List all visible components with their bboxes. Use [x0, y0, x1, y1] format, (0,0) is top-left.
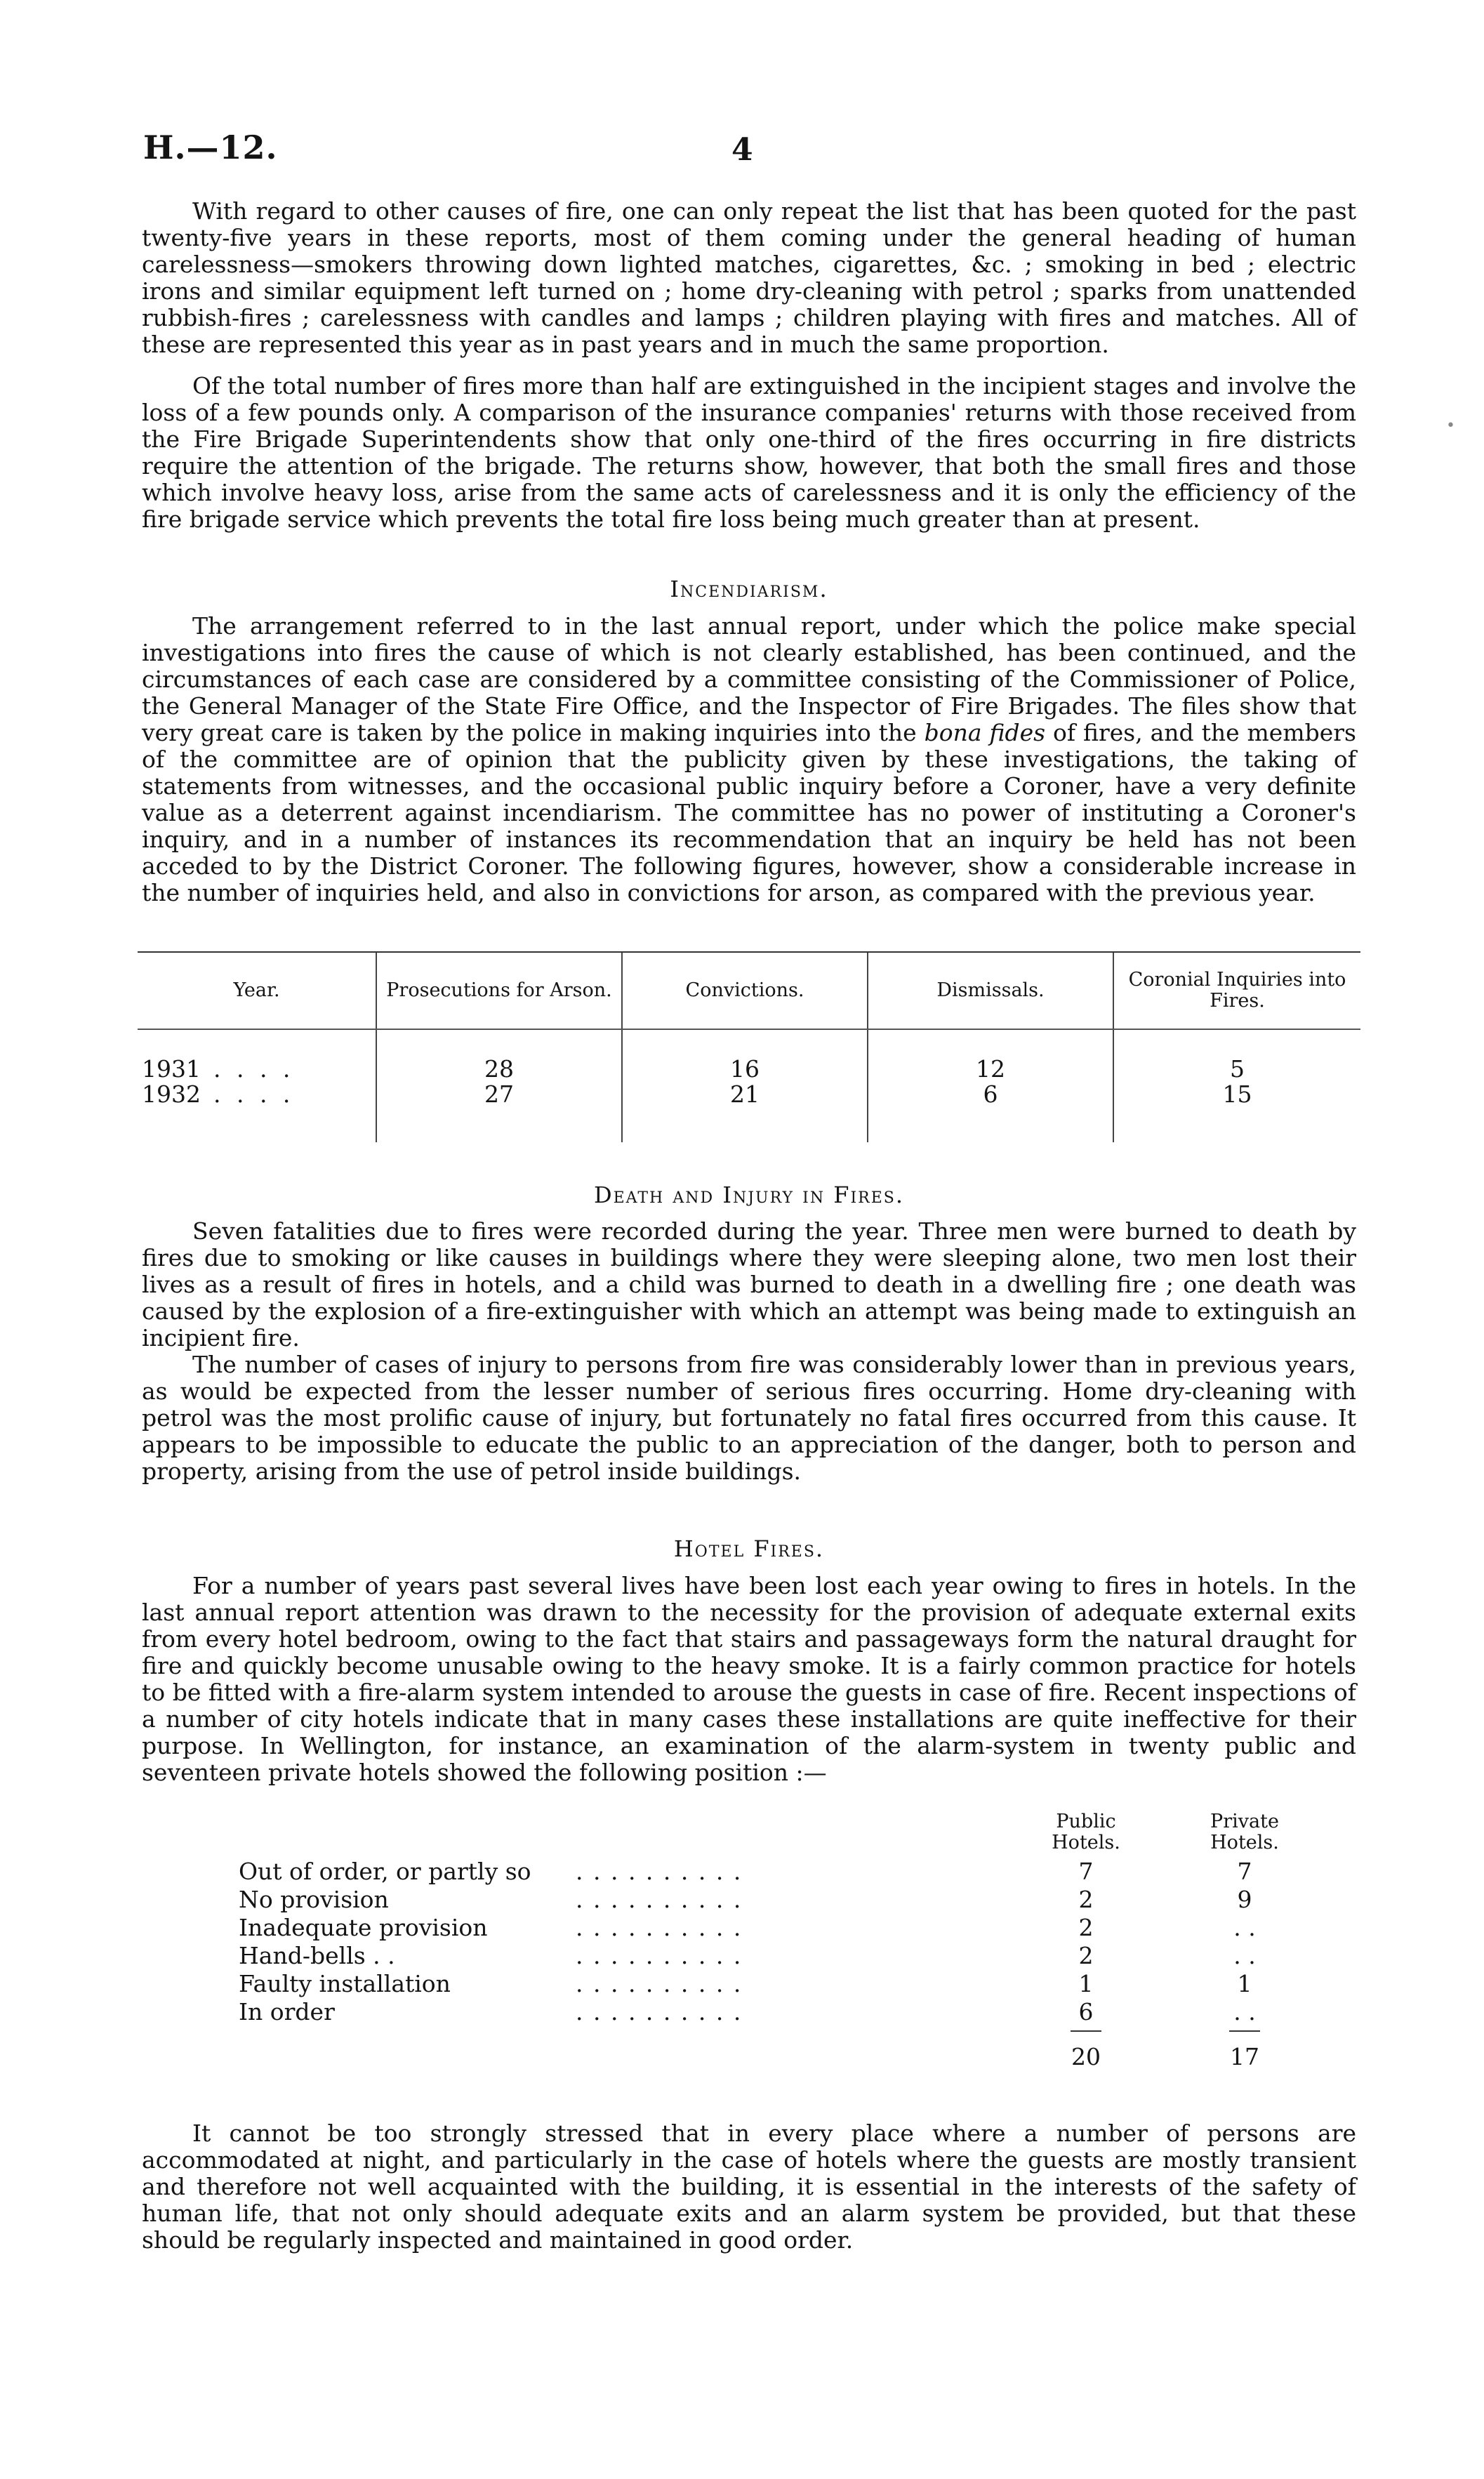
- leader-dots: . . . .: [213, 1055, 295, 1083]
- private-value: . .: [1233, 1914, 1256, 1941]
- year-value: 1932: [142, 1080, 201, 1108]
- row-label: Inadequate provision: [239, 1914, 488, 1941]
- cell-convictions: 21: [622, 1082, 868, 1142]
- page-number: 4: [731, 132, 753, 168]
- text-italic: bona fides: [924, 719, 1046, 746]
- public-value: 2: [1078, 1886, 1094, 1913]
- table-row: [239, 1998, 1292, 2026]
- header-public-hotels: Public Hotels.: [1052, 1811, 1120, 1853]
- paragraph-fatalities: [142, 1218, 1356, 1351]
- public-value: 6: [1078, 1998, 1094, 2025]
- text-segment: The arrangement referred to in the last annual report, under which the police make special investigations into fires the cause of which is not clearly established, has been continued, and the circumstances of each case are considered by a committee consisting of the Commissioner of Police, the General Manager of the State Fire Office, and the Inspector of Fire Brigades. The files show that very great care is taken by the police in making inquiries into the: [142, 612, 1356, 746]
- arson-inquiries-table: [138, 951, 1360, 1142]
- hotel-table-body: [239, 1858, 1292, 2026]
- margin-dot: •: [1446, 417, 1455, 435]
- table-row: [239, 1914, 1292, 1942]
- section-heading-death-injury: [142, 1182, 1356, 1208]
- private-value: 1: [1237, 1970, 1252, 1997]
- table-row: [239, 1858, 1292, 1886]
- paragraph-conclusion: [142, 2120, 1356, 2254]
- row-label: Faulty installation: [239, 1970, 451, 1997]
- text-segment: of fires, and the members of the committee are of opinion that the publicity given by these investigations, the taking of statements from witnesses, and the occasional public inquiry before a Coroner, have a very definite value as a deterrent against incendiarism. The committee has no power of instituting a Coroner's inquiry, and in a number of instances its recommendation that an inquiry be held has not been acceded to by the District Coroner. The following figures, however, show a considerable increase in the number of inquiries held, and also in convictions for arson, as compared with the previous year.: [142, 719, 1356, 906]
- header-dismissals: Dismissals.: [868, 952, 1113, 1029]
- private-value: . .: [1233, 1998, 1256, 2025]
- paragraph-incipient: [142, 373, 1356, 533]
- table-row: [138, 1082, 1360, 1142]
- leader-dots: . . . . . . . . . .: [576, 1886, 743, 1913]
- section-heading: Incendiarism.: [670, 576, 828, 602]
- table-row: [239, 1886, 1292, 1914]
- paragraph-text: The number of cases of injury to persons from fire was considerably lower than in previous years, as would be expected from the lesser number of serious fires occurring. Home dry-cleaning with petrol was the most prolific cause of injury, but fortunately no fatal fires occurred from this cause. It appears to be impossible to educate the public to an appreciation of the danger, both to person and property, arising from the use of petrol inside buildings.: [142, 1351, 1356, 1485]
- cell-dismissals: 12: [868, 1029, 1113, 1082]
- total-private: 17: [1230, 2043, 1259, 2070]
- public-value: 7: [1078, 1858, 1094, 1885]
- paragraph-text: [142, 613, 1356, 906]
- table-header-row: [138, 952, 1360, 1029]
- hotel-table-header: [1044, 1811, 1283, 1856]
- paragraph-hotel-fires: [142, 1573, 1356, 1786]
- paragraph-text: Seven fatalities due to fires were recorded during the year. Three men were burned to death by fires due to smoking or like causes in buildings where they were sleeping alone, two men lost their lives as a result of fires in hotels, and a child was burned to death in a dwelling fire ; one death was caused by the explosion of a fire-extinguisher with which an attempt was being made to extinguish an incipient fire.: [142, 1217, 1356, 1351]
- table-row: [239, 1970, 1292, 1998]
- header-year: Year.: [138, 952, 376, 1029]
- paragraph-text: Of the total number of fires more than half are extinguished in the incipient stages and involve the loss of a few pounds only. A comparison of the insurance companies' returns with those received from the Fire Brigade Superintendents show that only one-third of the fires occurring in fire districts require the attention of the brigade. The returns show, however, that both the small fires and those which involve heavy loss, arise from the same acts of carelessness and it is only the efficiency of the fire brigade service which prevents the total fire loss being much greater than at present.: [142, 372, 1356, 533]
- row-label: No provision: [239, 1886, 389, 1913]
- paragraph-text: It cannot be too strongly stressed that in every place where a number of persons are accommodated at night, and particularly in the case of hotels where the guests are mostly transient and therefore not well acquainted with the building, it is essential in the interests of the safety of human life, that not only should adequate exits and an alarm system be provided, but that these should be regularly inspected and maintained in good order.: [142, 2120, 1356, 2254]
- leader-dots: . . . .: [213, 1080, 295, 1108]
- section-heading: Hotel Fires.: [673, 1535, 825, 1562]
- header-convictions: Convictions.: [622, 952, 868, 1029]
- cell-year: [138, 1082, 376, 1142]
- row-label: In order: [239, 1998, 335, 2025]
- row-label: Hand-bells . .: [239, 1942, 395, 1969]
- cell-dismissals: 6: [868, 1082, 1113, 1142]
- leader-dots: . . . . . . . . . .: [576, 1858, 743, 1885]
- total-rule-private: [1229, 2030, 1260, 2032]
- table-row: [138, 1029, 1360, 1082]
- public-value: 2: [1078, 1942, 1094, 1969]
- paragraph-injuries: [142, 1351, 1356, 1485]
- cell-inquiries: 5: [1113, 1029, 1360, 1082]
- leader-dots: . . . . . . . . . .: [576, 1942, 743, 1969]
- cell-year: [138, 1029, 376, 1082]
- section-heading: Death and Injury in Fires.: [593, 1182, 905, 1208]
- header-coronial-inquiries: Coronial Inquiries into Fires.: [1113, 952, 1360, 1029]
- cell-convictions: 16: [622, 1029, 868, 1082]
- cell-inquiries: 15: [1113, 1082, 1360, 1142]
- year-value: 1931: [142, 1055, 201, 1083]
- paragraph-incendiarism: [142, 613, 1356, 906]
- total-rule-public: [1071, 2030, 1101, 2032]
- leader-dots: . . . . . . . . . .: [576, 1998, 743, 2025]
- cell-prosecutions: 28: [376, 1029, 622, 1082]
- public-value: 2: [1078, 1914, 1094, 1941]
- paragraph-causes: [142, 198, 1356, 358]
- private-value: 7: [1237, 1858, 1252, 1885]
- header-prosecutions: Prosecutions for Arson.: [376, 952, 622, 1029]
- paragraph-text: For a number of years past several lives have been lost each year owing to fires in hotels. In the last annual report attention was drawn to the necessity for the provision of adequate external exits from every hotel bedroom, owing to the fact that stairs and passageways form the natural draught for fire and quickly become unusable owing to the heavy smoke. It is a fairly common practice for hotels to be fitted with a fire-alarm system intended to arouse the guests in case of fire. Recent inspections of a number of city hotels indicate that in many cases these installations are quite ineffective for their purpose. In Wellington, for instance, an examination of the alarm-system in twenty public and seventeen private hotels showed the following position :—: [142, 1572, 1356, 1786]
- section-heading-incendiarism: [142, 576, 1356, 602]
- paragraph-text: With regard to other causes of fire, one can only repeat the list that has been quoted for the past twenty-five years in these reports, most of them coming under the general heading of human carelessness—smokers throwing down lighted matches, cigarettes, &c. ; smoking in bed ; electric irons and similar equipment left turned on ; home dry-cleaning with petrol ; sparks from unattended rubbish-fires ; carelessness with candles and lamps ; children playing with fires and matches. All of these are represented this year as in past years and in much the same proportion.: [142, 197, 1356, 358]
- section-heading-hotel-fires: [142, 1535, 1356, 1562]
- cell-prosecutions: 27: [376, 1082, 622, 1142]
- leader-dots: . . . . . . . . . .: [576, 1970, 743, 1997]
- private-value: . .: [1233, 1942, 1256, 1969]
- private-value: 9: [1237, 1886, 1252, 1913]
- table-row: [239, 1942, 1292, 1970]
- document-reference: H.—12.: [143, 128, 278, 166]
- row-label: Out of order, or partly so: [239, 1858, 531, 1885]
- leader-dots: . . . . . . . . . .: [576, 1914, 743, 1941]
- total-public: 20: [1071, 2043, 1101, 2070]
- header-private-hotels: Private Hotels.: [1210, 1811, 1279, 1853]
- public-value: 1: [1078, 1970, 1094, 1997]
